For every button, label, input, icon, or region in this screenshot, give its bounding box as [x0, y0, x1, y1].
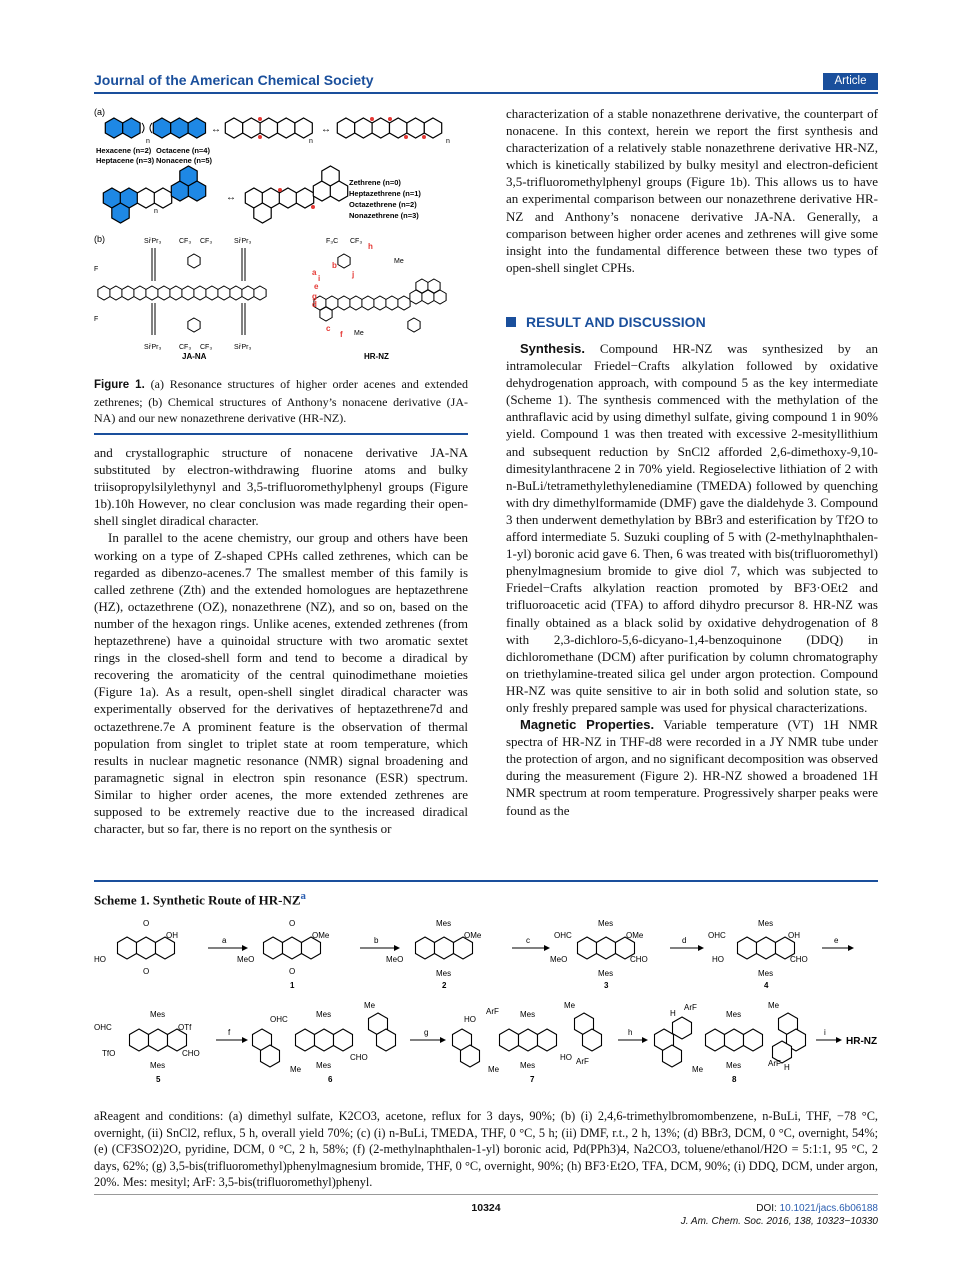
section-heading: RESULT AND DISCUSSION: [506, 314, 706, 330]
svg-text:Mes: Mes: [150, 1061, 166, 1070]
zethrene-radical-structure: [245, 166, 347, 223]
svg-text:5: 5: [156, 1075, 161, 1084]
svg-text:ArF: ArF: [684, 1003, 697, 1012]
compound-2: [386, 919, 482, 990]
svg-text:Mes: Mes: [726, 1061, 742, 1070]
zethrene-blue-structure: [103, 166, 205, 223]
svg-text:Mes: Mes: [520, 1010, 536, 1019]
svg-text:f: f: [228, 1028, 231, 1037]
hexacene-label: Hexacene (n=2): [96, 146, 152, 155]
svg-text:n: n: [154, 208, 158, 215]
svg-text:H: H: [670, 1009, 676, 1018]
svg-text:HO: HO: [94, 955, 106, 964]
svg-text:e: e: [314, 282, 319, 291]
svg-text:ArF: ArF: [576, 1057, 589, 1066]
svg-text:CHO: CHO: [350, 1053, 368, 1062]
zethrene-label: Zethrene (n=0): [349, 178, 401, 187]
svg-text:h: h: [628, 1028, 633, 1037]
ja-na-structure: [94, 237, 266, 361]
figure-1: [94, 103, 468, 365]
compound-anthraflavic-acid: [94, 919, 178, 976]
svg-text:8: 8: [732, 1075, 737, 1084]
svg-text:Mes: Mes: [436, 919, 452, 928]
final-product-label: HR-NZ: [846, 1036, 878, 1047]
svg-text:Mes: Mes: [436, 969, 452, 978]
svg-text:Me: Me: [768, 1001, 780, 1010]
svg-text:MeO: MeO: [550, 955, 568, 964]
svg-text:Mes: Mes: [758, 919, 774, 928]
doi-block: DOI: 10.1021/jacs.6b06188 J. Am. Chem. Soc. 2016, 138, 10323−10330: [680, 1203, 878, 1227]
svg-text:j: j: [352, 270, 355, 279]
svg-text:H: H: [784, 1063, 790, 1072]
compound-5: [94, 1010, 200, 1084]
svg-text:CHO: CHO: [790, 955, 808, 964]
svg-text:F: F: [94, 266, 99, 273]
svg-text:SiⁱPr₃: SiⁱPr₃: [144, 344, 162, 351]
article-badge: Article: [823, 73, 878, 90]
scheme-1: [94, 910, 878, 1100]
svg-text:a: a: [312, 268, 317, 277]
svg-text:b: b: [332, 261, 337, 270]
section-square-icon: [506, 317, 516, 327]
svg-text:i: i: [318, 274, 321, 283]
svg-text:CF₃: CF₃: [179, 344, 192, 351]
svg-text:n: n: [446, 138, 450, 145]
svg-text:OH: OH: [166, 931, 178, 940]
svg-text:d: d: [682, 936, 687, 945]
svg-text:HO: HO: [464, 1015, 476, 1024]
svg-text:OHC: OHC: [270, 1015, 288, 1024]
svg-text:3: 3: [604, 981, 609, 990]
svg-text:MeO: MeO: [237, 955, 255, 964]
svg-text:CHO: CHO: [630, 955, 648, 964]
svg-text:OMe: OMe: [626, 931, 644, 940]
svg-text:a: a: [222, 936, 227, 945]
svg-text:CF₃: CF₃: [200, 238, 213, 245]
hr-nz-label: HR-NZ: [364, 352, 389, 361]
svg-text:Mes: Mes: [316, 1010, 332, 1019]
nonacene-label: Nonacene (n=5): [156, 156, 213, 165]
svg-text:Me: Me: [364, 1001, 376, 1010]
acene-blue-structure: [105, 118, 205, 145]
svg-text:e: e: [834, 936, 839, 945]
nonazethrene-label: Nonazethrene (n=3): [349, 211, 419, 220]
svg-text:1: 1: [290, 981, 295, 990]
svg-text:O: O: [289, 919, 296, 928]
svg-text:g: g: [312, 292, 317, 301]
magnetic-paragraph: Magnetic Properties. Variable temperature (VT) 1H NMR spectra of HR-NZ in THF-d8 were recorded in a JY NMR tube under the protection of argon, and no significant decomposition was observed during the measurement (Figure 2). HR-NZ showed a broadened 1H NMR spectrum at room temperature. Progressively sharper peaks were found as the: [506, 717, 878, 818]
svg-text:CHO: CHO: [182, 1049, 200, 1058]
acene-radical-structure-1: [225, 117, 313, 145]
svg-text:i: i: [824, 1028, 826, 1037]
svg-text:n: n: [146, 138, 150, 145]
caption-rule: [94, 433, 468, 435]
svg-text:n: n: [309, 138, 313, 145]
svg-text:Mes: Mes: [598, 919, 614, 928]
right-column-body: [506, 340, 878, 819]
hr-nz-structure: [312, 238, 446, 361]
svg-text:O: O: [143, 967, 150, 976]
svg-text:O: O: [289, 967, 296, 976]
svg-text:c: c: [326, 324, 331, 333]
acene-radical-structure-2: [337, 117, 450, 145]
right-column-top: [506, 105, 878, 276]
left-paragraph-2: In parallel to the acene chemistry, our group and others have been working on a type of Z-shaped CPHs called zethrenes, which can be regarded as dibenzo-acenes.7 The smallest member of this family is called zethrene (Zth) and the extended homologues are heptazethrene (HZ), octazethrene (OZ), nonazethrene (NZ), and so on, based on the number of the hexagon rings. Unlike acenes, extended zethrenes (from heptazethrene) have a quinoidal structure with two aromatic sextet rings in the closed-shell form and tend to become a diradical by recovering the aromaticity of the central quinodimethane moieties (Figure 1a). As a result, open-shell singlet diradical character was experimentally observed for the derivatives of heptazethrene7d and octazethrene.7e A prominent feature is the observation of thermal population from singlet to triplet state at room temperature, which results in nuclear magnetic resonance (NMR) signal broadening and paramagnetic signal in electron spin resonance (ESR) spectrum. Similar to higher order acenes, the more extended zethrenes are supposed to be extremely reactive due to the increased diradical character, but so far, there is no report on the synthesis or: [94, 530, 468, 837]
compound-4: [708, 919, 808, 990]
octacene-label: Octacene (n=4): [156, 146, 210, 155]
svg-text:g: g: [424, 1028, 429, 1037]
synthesis-paragraph: Synthesis. Compound HR-NZ was synthesized by an intramolecular Friedel−Crafts alkylation followed by oxidative dehydrogenation approach, with compound 5 as the key intermediate (Scheme 1). The synthesis commenced with the methylation of the anthraflavic acid by using dimethyl sulfate, giving compound 1 in 90% yield. Compound 1 was then treated with excessive 2-mesityllithium and subsequent reduction by SnCl2 afforded 2,6-dimethoxy-9,10-dimesitylanthracene 2 in 70% yield. Regioselective lithiation of 2 with n-BuLi/tetramethylethylenediamine (TMEDA) followed by quenching with dry dimethylformamide (DMF) gave the dialdehyde 3. Compound 3 then underwent demethylation by BBr3 and esterification by Tf2O to afford intermediate 5. Suzuki coupling of 5 with (2-methylnaphthalen-1-yl) boronic acid gave 6. Then, 6 was treated with bis(trifluoromethyl) phenylmagnesium bromide to give diol 7, which was subjected to Friedel−Crafts alkylation reaction promoted by BF3·OEt2 and trifluoroacetic acid (TFA) to afford dihydro precursor 8. HR-NZ was finally obtained as a black solid by oxidative dehydrogenation of 8 with 2,3-dichloro-5,6-dicyano-1,4-benzoquinone (DDQ) in dichloromethane (DCM) after purification by column chromatography on triethylamine-treated silica gel under argon protection. Compound HR-NZ was quite sensitive to air in both solid and solution state, so only freshly prepared sample was used for physical characterizations.: [506, 341, 878, 715]
svg-text:SiⁱPr₃: SiⁱPr₃: [234, 344, 252, 351]
svg-text:b: b: [374, 936, 379, 945]
scheme-footnote: aReagent and conditions: (a) dimethyl sulfate, K2CO3, acetone, reflux for 3 days, 90%; (b) (i) 2,4,6-trimethylbromombenzene, n-BuLi, THF, −78 °C, overnight, (ii) SnCl2, reflux, 5 h, overall yield 70%; (c) (i) n-BuLi, TMEDA, THF, 0 °C, 5 h; (ii) DMF, r.t., 2 h, 13%; (d) BBr3, DCM, 0 °C, overnight, 54%; (e) (CF3SO2)2O, pyridine, DCM, 0 °C, 2 h, 58%; (f) (2-methylnaphthalen-1-yl) boronic acid, Pd(PPh3)4, Na2CO3, toluene/ethanol/H2O = 5:1:1, 95 °C, 2 days, 62%; (g) 3,5-bis(trifluoromethyl)phenylmagnesium bromide, THF, 0 °C, overnight, 90%; (h) BF3·Et2O, TFA, DCM, 90%; (i) DDQ, DCM, under argon, 20%. Mes: mesityl; ArF: 3,5-bis(trifluoromethyl)phenyl.: [94, 1109, 878, 1189]
svg-text:CF₃: CF₃: [179, 238, 192, 245]
svg-text:↔: ↔: [226, 192, 236, 203]
svg-text:Me: Me: [564, 1001, 576, 1010]
scheme-title: Scheme 1. Synthetic Route of $HR-NZ^a$: [94, 890, 306, 908]
svg-text:SiⁱPr₃: SiⁱPr₃: [144, 238, 162, 245]
ja-na-label: JA-NA: [182, 352, 207, 361]
svg-text:4: 4: [764, 981, 769, 990]
svg-text:Me: Me: [354, 330, 364, 337]
journal-title[interactable]: Journal of the American Chemical Society: [94, 72, 374, 88]
svg-text:Me: Me: [290, 1065, 302, 1074]
svg-text:Mes: Mes: [316, 1061, 332, 1070]
octazethrene-label: Octazethrene (n=2): [349, 200, 417, 209]
svg-text:Me: Me: [394, 258, 404, 265]
svg-text:2: 2: [442, 981, 447, 990]
svg-text:d: d: [312, 300, 317, 309]
svg-text:Mes: Mes: [726, 1010, 742, 1019]
compound-8: [655, 1001, 806, 1084]
page-number: 10324: [471, 1202, 501, 1214]
svg-text:OH: OH: [788, 931, 800, 940]
compound-3: [550, 919, 648, 990]
right-paragraph-1: characterization of a stable nonazethrene derivative, the counterpart of nonacene. In this context, herein we report the first synthesis and characterization of a relatively stable nonazethrene derivative HR-NZ, which is kinetically stabilized by bulky mesityl and electron-deficient 3,5-trifluoromethylphenyl groups (Figure 1b). This allows us to have an experimental comparison between our nonazethrene derivative HR-NZ and Anthony’s nonacene derivative JA-NA. Generally, a comparison between higher order acenes and zethrenes will give some insight into the fundamental difference between these two types of open-shell singlet CPHs.: [506, 106, 878, 275]
scheme-rule: [94, 880, 878, 882]
svg-text:7: 7: [530, 1075, 535, 1084]
svg-text:O: O: [143, 919, 150, 928]
compound-1: [237, 919, 330, 990]
svg-text:f: f: [340, 330, 343, 339]
compound-6: [253, 1001, 396, 1084]
svg-text:ArF: ArF: [486, 1007, 499, 1016]
heptazethrene-label: Heptazethrene (n=1): [349, 189, 421, 198]
citation: J. Am. Chem. Soc. 2016, 138, 10323−10330: [680, 1216, 878, 1227]
figure-1-caption: Figure 1. (a) Resonance structures of higher order acenes and extended zethrenes; (b) Chemical structures of Anthony’s nonacene derivative (JA-NA) and our new nonazethrene derivative (HR-NZ).: [94, 377, 468, 425]
left-paragraph-1: and crystallographic structure of nonacene derivative JA-NA substituted by electron-withdrawing fluorine atoms and bulky triisopropylsilylethynyl and 3,5-trifluoromethylphenyl groups (Figure 1b).10h However, no clear conclusion was made regarding their open-shell singlet diradical character.: [94, 445, 468, 529]
svg-text:HO: HO: [712, 955, 724, 964]
footer-rule: [94, 1194, 878, 1195]
svg-text:CF₃: CF₃: [200, 344, 213, 351]
svg-text:Me: Me: [488, 1065, 500, 1074]
svg-text:ArF: ArF: [768, 1059, 781, 1068]
svg-text:c: c: [526, 936, 530, 945]
svg-text:Mes: Mes: [150, 1010, 166, 1019]
svg-text:h: h: [368, 242, 373, 251]
svg-text:OMe: OMe: [464, 931, 482, 940]
svg-text:Mes: Mes: [520, 1061, 536, 1070]
svg-text:F: F: [94, 316, 99, 323]
panel-b-label: (b): [94, 234, 105, 244]
svg-text:MeO: MeO: [386, 955, 404, 964]
svg-text:OTf: OTf: [178, 1023, 192, 1032]
svg-text:Me: Me: [692, 1065, 704, 1074]
svg-text:OMe: OMe: [312, 931, 330, 940]
svg-text:CF₃: CF₃: [350, 238, 363, 245]
panel-a-label: (a): [94, 107, 105, 117]
svg-text:Mes: Mes: [598, 969, 614, 978]
compound-7: [453, 1001, 602, 1084]
svg-text:OHC: OHC: [708, 931, 726, 940]
svg-text:↔: ↔: [321, 124, 331, 135]
svg-text:TfO: TfO: [102, 1049, 116, 1058]
svg-text:F₃C: F₃C: [326, 238, 339, 245]
heptacene-label: Heptacene (n=3): [96, 156, 155, 165]
svg-text:SiⁱPr₃: SiⁱPr₃: [234, 238, 252, 245]
svg-text:6: 6: [328, 1075, 333, 1084]
svg-text:OHC: OHC: [94, 1023, 112, 1032]
svg-text:↔: ↔: [211, 124, 221, 135]
svg-text:OHC: OHC: [554, 931, 572, 940]
left-column: [94, 444, 468, 837]
header-rule: [94, 92, 878, 94]
doi-link[interactable]: 10.1021/jacs.6b06188: [779, 1203, 878, 1214]
svg-text:HO: HO: [560, 1053, 572, 1062]
svg-text:Mes: Mes: [758, 969, 774, 978]
